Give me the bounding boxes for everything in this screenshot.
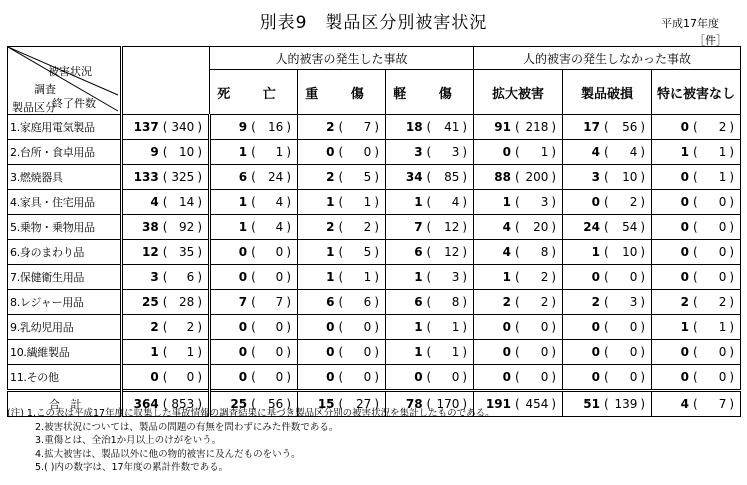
cumulative-count: ( 27 ) xyxy=(338,397,379,411)
cumulative-count: ( 0 ) xyxy=(603,370,646,384)
footnote-2: 2.被害状況については、製品の問題の有無を問わずにみた件数である。 xyxy=(35,421,339,433)
cumulative-count: ( 0 ) xyxy=(603,320,646,334)
count-cell-expanded xyxy=(474,265,563,290)
period-count: 0 xyxy=(680,270,689,284)
period-count: 0 xyxy=(502,370,511,384)
cumulative-count: ( 6 ) xyxy=(162,270,202,284)
cumulative-count: ( 4 ) xyxy=(426,195,468,209)
period-count: 12 xyxy=(141,245,159,259)
count-cell-product xyxy=(563,290,652,315)
cumulative-count: ( 0 ) xyxy=(603,270,646,284)
count-cell-expanded xyxy=(474,315,563,340)
table-row xyxy=(8,365,741,391)
cumulative-count: ( 7 ) xyxy=(338,120,379,134)
category-label: 3.燃焼器具 xyxy=(8,165,122,190)
count-cell-none xyxy=(652,190,741,215)
cumulative-count: ( 454 ) xyxy=(514,397,557,411)
count-cell-minor xyxy=(386,115,474,140)
cumulative-count: ( 2 ) xyxy=(338,220,379,234)
count-cell-minor xyxy=(386,315,474,340)
period-count: 6 xyxy=(414,245,423,259)
cumulative-count: ( 0 ) xyxy=(251,245,291,259)
count-cell-serious xyxy=(298,290,386,315)
category-label: 9.乳幼児用品 xyxy=(8,315,122,340)
cumulative-count: ( 20 ) xyxy=(514,220,557,234)
cumulative-count: ( 12 ) xyxy=(426,245,468,259)
count-cell-none xyxy=(652,240,741,265)
category-label: 2.台所・食卓用品 xyxy=(8,140,122,165)
category-label: 10.繊維製品 xyxy=(8,340,122,365)
cumulative-count: ( 85 ) xyxy=(426,170,468,184)
category-label: 4.家具・住宅用品 xyxy=(8,190,122,215)
period-count: 25 xyxy=(141,295,159,309)
count-cell-serious xyxy=(298,365,386,391)
period-count: 0 xyxy=(502,345,511,359)
count-cell-expanded xyxy=(474,365,563,391)
count-cell-total xyxy=(122,265,210,290)
count-cell-serious xyxy=(298,115,386,140)
count-cell-minor xyxy=(386,290,474,315)
period-count: 15 xyxy=(317,397,335,411)
count-cell-serious xyxy=(298,140,386,165)
cumulative-count: ( 8 ) xyxy=(426,295,468,309)
period-count: 4 xyxy=(502,220,511,234)
count-cell-none xyxy=(652,315,741,340)
unit-label: ［件］ xyxy=(694,34,727,47)
table-row xyxy=(8,115,741,140)
count-cell-product xyxy=(563,115,652,140)
table-row xyxy=(8,215,741,240)
cumulative-count: ( 8 ) xyxy=(514,245,557,259)
cumulative-count: ( 0 ) xyxy=(338,370,379,384)
count-cell-total xyxy=(122,190,210,215)
diagonal-header-cell xyxy=(8,47,122,115)
period-count: 0 xyxy=(414,370,423,384)
cumulative-count: ( 0 ) xyxy=(693,220,735,234)
table-row xyxy=(8,265,741,290)
damage-table xyxy=(7,46,741,417)
count-cell-death xyxy=(210,315,298,340)
count-cell-product xyxy=(563,215,652,240)
cumulative-count: ( 0 ) xyxy=(603,345,646,359)
count-cell-minor xyxy=(386,190,474,215)
header-survey: 調査 xyxy=(34,83,56,96)
period-count: 9 xyxy=(238,120,248,134)
period-count: 1 xyxy=(414,270,423,284)
period-count: 6 xyxy=(326,295,335,309)
count-cell-expanded xyxy=(474,340,563,365)
count-cell-product xyxy=(563,190,652,215)
count-cell-none xyxy=(652,215,741,240)
cumulative-count: ( 0 ) xyxy=(514,345,557,359)
period-count: 1 xyxy=(238,145,248,159)
period-count: 0 xyxy=(680,370,689,384)
period-count: 133 xyxy=(133,170,159,184)
period-count: 0 xyxy=(591,320,600,334)
header-completed-count: 終了件数 xyxy=(52,97,96,110)
count-cell-none xyxy=(652,391,741,417)
count-cell-serious xyxy=(298,240,386,265)
table-body xyxy=(8,115,741,417)
cumulative-count: ( 0 ) xyxy=(338,345,379,359)
count-cell-none xyxy=(652,165,741,190)
cumulative-count: ( 0 ) xyxy=(338,145,379,159)
period-count: 18 xyxy=(405,120,423,134)
count-cell-product xyxy=(563,391,652,417)
table-row xyxy=(8,140,741,165)
count-cell-product xyxy=(563,365,652,391)
cumulative-count: ( 2 ) xyxy=(693,295,735,309)
cumulative-count: ( 2 ) xyxy=(514,270,557,284)
header-product-damage: 製品破損 xyxy=(563,70,652,115)
count-cell-death xyxy=(210,340,298,365)
count-cell-expanded xyxy=(474,215,563,240)
period-count: 2 xyxy=(326,120,335,134)
header-death: 死 亡 xyxy=(210,70,298,115)
period-count: 0 xyxy=(591,195,600,209)
cumulative-count: ( 4 ) xyxy=(251,195,291,209)
count-cell-minor xyxy=(386,340,474,365)
period-count: 191 xyxy=(485,397,511,411)
period-count: 0 xyxy=(591,270,600,284)
period-count: 1 xyxy=(238,195,248,209)
cumulative-count: ( 170 ) xyxy=(426,397,468,411)
period-count: 91 xyxy=(494,120,511,134)
period-count: 51 xyxy=(583,397,600,411)
category-label: 11.その他 xyxy=(8,365,122,391)
cumulative-count: ( 0 ) xyxy=(693,195,735,209)
period-count: 17 xyxy=(583,120,600,134)
period-count: 7 xyxy=(414,220,423,234)
period-count: 2 xyxy=(326,220,335,234)
cumulative-count: ( 853 ) xyxy=(162,397,202,411)
period-count: 0 xyxy=(680,170,689,184)
count-cell-death xyxy=(210,240,298,265)
period-count: 1 xyxy=(326,195,335,209)
cumulative-count: ( 12 ) xyxy=(426,220,468,234)
period-count: 1 xyxy=(414,195,423,209)
header-group-injury: 人的被害の発生した事故 xyxy=(210,47,474,70)
cumulative-count: ( 7 ) xyxy=(693,397,735,411)
period-count: 78 xyxy=(405,397,423,411)
count-cell-product xyxy=(563,240,652,265)
cumulative-count: ( 1 ) xyxy=(426,345,468,359)
period-count: 0 xyxy=(326,345,335,359)
cumulative-count: ( 10 ) xyxy=(603,245,646,259)
cumulative-count: ( 4 ) xyxy=(603,145,646,159)
period-count: 25 xyxy=(230,397,248,411)
period-count: 2 xyxy=(680,295,689,309)
cumulative-count: ( 10 ) xyxy=(603,170,646,184)
count-cell-none xyxy=(652,365,741,391)
cumulative-count: ( 1 ) xyxy=(426,320,468,334)
cumulative-count: ( 3 ) xyxy=(426,145,468,159)
period-count: 0 xyxy=(680,345,689,359)
count-cell-product xyxy=(563,340,652,365)
count-cell-serious xyxy=(298,215,386,240)
period-count: 0 xyxy=(680,195,689,209)
cumulative-count: ( 4 ) xyxy=(251,220,291,234)
count-cell-total xyxy=(122,340,210,365)
cumulative-count: ( 10 ) xyxy=(162,145,202,159)
cumulative-count: ( 3 ) xyxy=(603,295,646,309)
period-count: 0 xyxy=(238,245,248,259)
period-count: 1 xyxy=(680,320,689,334)
period-count: 3 xyxy=(150,270,159,284)
cumulative-count: ( 0 ) xyxy=(693,270,735,284)
period-count: 2 xyxy=(502,295,511,309)
cumulative-count: ( 0 ) xyxy=(693,370,735,384)
count-cell-product xyxy=(563,140,652,165)
period-count: 364 xyxy=(133,397,159,411)
period-count: 7 xyxy=(238,295,248,309)
cumulative-count: ( 340 ) xyxy=(162,120,202,134)
cumulative-count: ( 6 ) xyxy=(338,295,379,309)
period-count: 0 xyxy=(591,370,600,384)
count-cell-minor xyxy=(386,165,474,190)
cumulative-count: ( 1 ) xyxy=(693,170,735,184)
count-cell-death xyxy=(210,140,298,165)
header-damage-status: 被害状況 xyxy=(48,65,92,78)
period-count: 0 xyxy=(680,120,689,134)
period-count: 1 xyxy=(502,270,511,284)
header-total-col xyxy=(122,47,210,115)
cumulative-count: ( 1 ) xyxy=(693,145,735,159)
count-cell-none xyxy=(652,265,741,290)
period-count: 0 xyxy=(326,320,335,334)
count-cell-product xyxy=(563,165,652,190)
cumulative-count: ( 325 ) xyxy=(162,170,202,184)
cumulative-count: ( 56 ) xyxy=(251,397,291,411)
period-count: 0 xyxy=(238,270,248,284)
cumulative-count: ( 16 ) xyxy=(251,120,291,134)
period-count: 0 xyxy=(680,220,689,234)
count-cell-minor xyxy=(386,140,474,165)
header-no-damage: 特に被害なし xyxy=(652,70,741,115)
header-product-category: 製品区分 xyxy=(12,101,56,114)
cumulative-count: ( 1 ) xyxy=(338,270,379,284)
count-cell-none xyxy=(652,340,741,365)
period-count: 3 xyxy=(591,170,600,184)
table-row xyxy=(8,315,741,340)
count-cell-expanded xyxy=(474,140,563,165)
count-cell-total xyxy=(122,290,210,315)
count-cell-expanded xyxy=(474,240,563,265)
count-cell-total xyxy=(122,240,210,265)
cumulative-count: ( 7 ) xyxy=(251,295,291,309)
cumulative-count: ( 0 ) xyxy=(338,320,379,334)
period-count: 0 xyxy=(502,320,511,334)
cumulative-count: ( 2 ) xyxy=(514,295,557,309)
count-cell-death xyxy=(210,115,298,140)
count-cell-total xyxy=(122,140,210,165)
period-count: 2 xyxy=(591,295,600,309)
cumulative-count: ( 35 ) xyxy=(162,245,202,259)
category-label: 5.乗物・乗物用品 xyxy=(8,215,122,240)
period-count: 4 xyxy=(591,145,600,159)
count-cell-total xyxy=(122,165,210,190)
period-count: 0 xyxy=(238,370,248,384)
cumulative-count: ( 3 ) xyxy=(426,270,468,284)
footnote-1: (注) 1.この表は平成17年度に収集した事故情報の調査結果に基づき製品区分別の被害状況を集計したものである。 xyxy=(7,408,495,419)
table-row xyxy=(8,290,741,315)
cumulative-count: ( 0 ) xyxy=(426,370,468,384)
period-count: 88 xyxy=(494,170,511,184)
period-count: 1 xyxy=(238,220,248,234)
period-count: 1 xyxy=(414,320,423,334)
fiscal-year-label: 平成17年度 xyxy=(661,17,719,30)
category-label: 8.レジャー用品 xyxy=(8,290,122,315)
cumulative-count: ( 1 ) xyxy=(162,345,202,359)
count-cell-minor xyxy=(386,265,474,290)
period-count: 2 xyxy=(326,170,335,184)
cumulative-count: ( 0 ) xyxy=(251,370,291,384)
category-label: 6.身のまわり品 xyxy=(8,240,122,265)
cumulative-count: ( 2 ) xyxy=(162,320,202,334)
cumulative-count: ( 2 ) xyxy=(603,195,646,209)
period-count: 137 xyxy=(133,120,159,134)
cumulative-count: ( 218 ) xyxy=(514,120,557,134)
count-cell-expanded xyxy=(474,190,563,215)
period-count: 4 xyxy=(502,245,511,259)
cumulative-count: ( 5 ) xyxy=(338,170,379,184)
count-cell-serious xyxy=(298,340,386,365)
period-count: 1 xyxy=(326,245,335,259)
count-cell-minor xyxy=(386,240,474,265)
cumulative-count: ( 0 ) xyxy=(693,345,735,359)
table-row xyxy=(8,340,741,365)
period-count: 4 xyxy=(150,195,159,209)
page-title: 別表9 製品区分別被害状況 xyxy=(259,13,488,33)
period-count: 24 xyxy=(583,220,600,234)
header-serious: 重 傷 xyxy=(298,70,386,115)
category-label: 7.保健衛生用品 xyxy=(8,265,122,290)
count-cell-product xyxy=(563,265,652,290)
period-count: 0 xyxy=(680,245,689,259)
table-row xyxy=(8,240,741,265)
cumulative-count: ( 92 ) xyxy=(162,220,202,234)
table-row xyxy=(8,165,741,190)
cumulative-count: ( 24 ) xyxy=(251,170,291,184)
period-count: 9 xyxy=(150,145,159,159)
count-cell-total xyxy=(122,115,210,140)
footnote-4: 4.拡大被害は、製品以外に他の物的被害に及んだものをいう。 xyxy=(35,448,301,460)
period-count: 38 xyxy=(141,220,159,234)
cumulative-count: ( 0 ) xyxy=(693,245,735,259)
cumulative-count: ( 2 ) xyxy=(693,120,735,134)
count-cell-expanded xyxy=(474,115,563,140)
period-count: 1 xyxy=(414,345,423,359)
total-label: 合 計 xyxy=(8,391,122,417)
cumulative-count: ( 54 ) xyxy=(603,220,646,234)
count-cell-none xyxy=(652,140,741,165)
period-count: 0 xyxy=(326,145,335,159)
count-cell-death xyxy=(210,265,298,290)
period-count: 1 xyxy=(326,270,335,284)
count-cell-serious xyxy=(298,315,386,340)
period-count: 1 xyxy=(591,245,600,259)
category-label: 1.家庭用電気製品 xyxy=(8,115,122,140)
count-cell-total xyxy=(122,365,210,391)
cumulative-count: ( 0 ) xyxy=(514,320,557,334)
cumulative-count: ( 200 ) xyxy=(514,170,557,184)
table-row xyxy=(8,190,741,215)
period-count: 0 xyxy=(238,345,248,359)
cumulative-count: ( 0 ) xyxy=(162,370,202,384)
count-cell-none xyxy=(652,290,741,315)
period-count: 0 xyxy=(150,370,159,384)
cumulative-count: ( 5 ) xyxy=(338,245,379,259)
count-cell-serious xyxy=(298,265,386,290)
period-count: 0 xyxy=(591,345,600,359)
footnote-5: 5.( )内の数字は、17年度の累計件数である。 xyxy=(35,462,229,474)
count-cell-death xyxy=(210,165,298,190)
cumulative-count: ( 41 ) xyxy=(426,120,468,134)
period-count: 0 xyxy=(238,320,248,334)
cumulative-count: ( 1 ) xyxy=(251,145,291,159)
count-cell-total xyxy=(122,215,210,240)
header-group-noinjury: 人的被害の発生しなかった事故 xyxy=(474,47,741,70)
period-count: 4 xyxy=(680,397,689,411)
cumulative-count: ( 3 ) xyxy=(514,195,557,209)
period-count: 6 xyxy=(238,170,248,184)
period-count: 2 xyxy=(150,320,159,334)
count-cell-serious xyxy=(298,190,386,215)
period-count: 0 xyxy=(326,370,335,384)
count-cell-total xyxy=(122,315,210,340)
cumulative-count: ( 139 ) xyxy=(603,397,646,411)
cumulative-count: ( 0 ) xyxy=(514,370,557,384)
count-cell-product xyxy=(563,315,652,340)
period-count: 3 xyxy=(414,145,423,159)
count-cell-none xyxy=(652,115,741,140)
cumulative-count: ( 1 ) xyxy=(693,320,735,334)
cumulative-count: ( 14 ) xyxy=(162,195,202,209)
count-cell-death xyxy=(210,190,298,215)
cumulative-count: ( 0 ) xyxy=(251,345,291,359)
count-cell-expanded xyxy=(474,290,563,315)
count-cell-serious xyxy=(298,165,386,190)
period-count: 1 xyxy=(502,195,511,209)
count-cell-minor xyxy=(386,215,474,240)
cumulative-count: ( 56 ) xyxy=(603,120,646,134)
cumulative-count: ( 28 ) xyxy=(162,295,202,309)
period-count: 0 xyxy=(502,145,511,159)
cumulative-count: ( 0 ) xyxy=(251,270,291,284)
period-count: 6 xyxy=(414,295,423,309)
count-cell-death xyxy=(210,365,298,391)
count-cell-death xyxy=(210,215,298,240)
count-cell-minor xyxy=(386,365,474,391)
cumulative-count: ( 0 ) xyxy=(251,320,291,334)
header-minor: 軽 傷 xyxy=(386,70,474,115)
count-cell-expanded xyxy=(474,165,563,190)
cumulative-count: ( 1 ) xyxy=(338,195,379,209)
cumulative-count: ( 1 ) xyxy=(514,145,557,159)
period-count: 1 xyxy=(680,145,689,159)
period-count: 1 xyxy=(150,345,159,359)
period-count: 34 xyxy=(405,170,423,184)
count-cell-death xyxy=(210,290,298,315)
header-expanded-damage: 拡大被害 xyxy=(474,70,563,115)
footnotes xyxy=(7,407,495,475)
footnote-3: 3.重傷とは、全治1か月以上のけがをいう。 xyxy=(35,435,222,447)
